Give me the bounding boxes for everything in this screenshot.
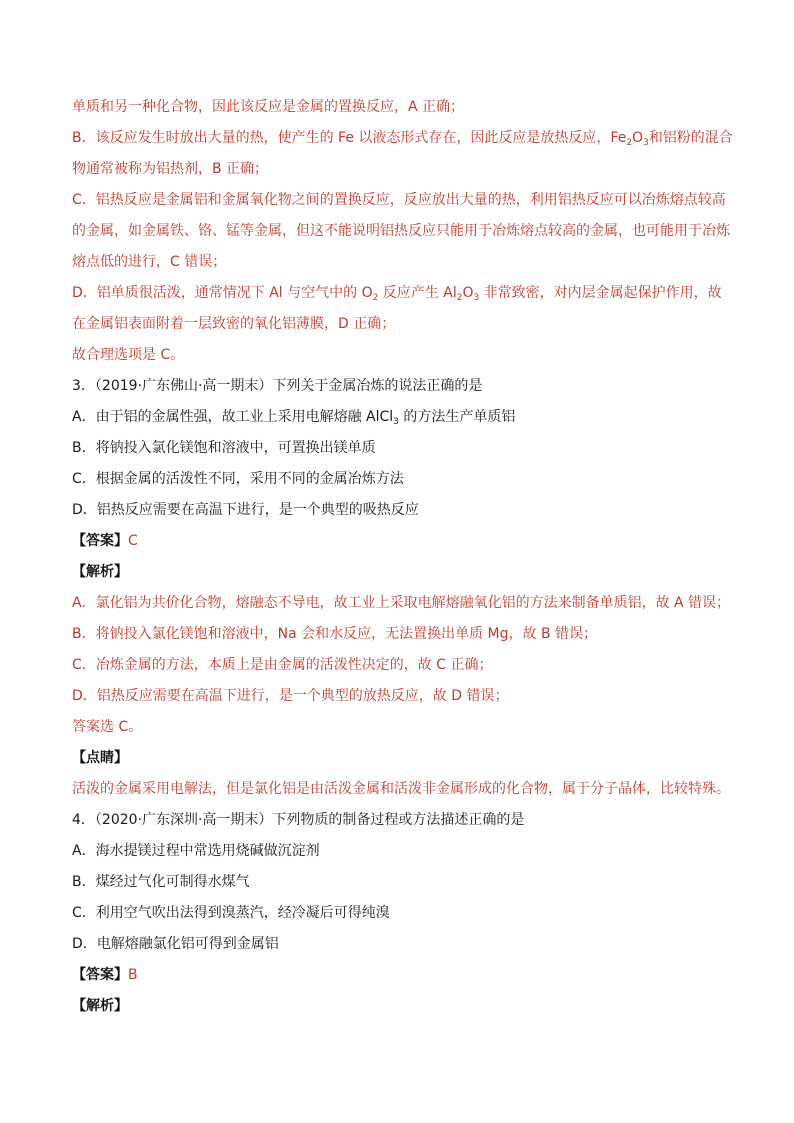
document-body — [72, 92, 734, 1022]
text-run: 3．（2019·广东佛山·高一期末）下列关于金属冶炼的说法正确的是 — [72, 378, 483, 394]
text-run: 活泼的金属采用电解法，但是氯化铝是由活泼金属和活泼非金属形成的化合物，属于分子晶体，比较特殊。 — [72, 781, 730, 797]
text-run: B．将钠投入氯化镁饱和溶液中，可置换出镁单质 — [72, 440, 376, 456]
paragraph — [72, 371, 734, 402]
paragraph — [72, 681, 734, 712]
text-run: B — [128, 967, 138, 983]
text-run: A．氯化铝为共价化合物，熔融态不导电，故工业上采取电解熔融氧化铝的方法来制备单质铝，故 A 错误； — [72, 595, 731, 611]
text-run: 和铝粉的混合物通常被称为铝热剂，B 正确； — [72, 130, 733, 177]
text-run: D．铝单质很活泼，通常情况下 Al 与空气中的 O — [72, 285, 373, 301]
text-run: 非常致密，对内层金属起保护作用，故在金属铝表面附着一层致密的氧化铝薄膜，D 正确； — [72, 285, 722, 332]
text-run: C．利用空气吹出法得到溴蒸汽，经冷凝后可得纯溴 — [72, 905, 390, 921]
text-run: C — [128, 533, 138, 549]
text-run: D．电解熔融氯化铝可得到金属铝 — [72, 936, 279, 952]
text-run: 反应产生 Al — [378, 285, 457, 301]
paragraph — [72, 278, 734, 340]
paragraph — [72, 340, 734, 371]
paragraph — [72, 805, 734, 836]
paragraph — [72, 402, 734, 433]
paragraph — [72, 898, 734, 929]
paragraph — [72, 495, 734, 526]
paragraph — [72, 588, 734, 619]
subscript: 2 — [456, 293, 463, 303]
subscript: 2 — [626, 138, 633, 148]
text-run: 单质和另一种化合物，因此该反应是金属的置换反应，A 正确； — [72, 99, 465, 115]
section-label: 【答案】 — [72, 967, 128, 983]
paragraph — [72, 743, 734, 774]
paragraph — [72, 929, 734, 960]
section-label: 【点睛】 — [72, 750, 128, 766]
subscript: 3 — [643, 138, 649, 148]
paragraph — [72, 836, 734, 867]
text-run: C．冶炼金属的方法，本质上是由金属的活泼性决定的，故 C 正确； — [72, 657, 493, 673]
text-run: C．铝热反应是金属铝和金属氧化物之间的置换反应，反应放出大量的热，利用铝热反应可以冶炼熔点较高的金属，如金属铁、铬、锰等金属，但这不能说明铝热反应只能用于冶炼熔点较高的金属，也可能用于冶炼熔点低的进行，C 错误； — [72, 192, 730, 270]
paragraph — [72, 960, 734, 991]
section-label: 【答案】 — [72, 533, 128, 549]
paragraph — [72, 123, 734, 185]
text-run: B．将钠投入氯化镁饱和溶液中，Na 会和水反应，无法置换出单质 Mg，故 B 错误； — [72, 626, 598, 642]
paragraph — [72, 464, 734, 495]
paragraph — [72, 557, 734, 588]
paragraph — [72, 526, 734, 557]
text-run: A．海水提镁过程中常选用烧碱做沉淀剂 — [72, 843, 320, 859]
paragraph — [72, 92, 734, 123]
text-run: D．铝热反应需要在高温下进行，是一个典型的放热反应，故 D 错误； — [72, 688, 509, 704]
section-label: 【解析】 — [72, 998, 128, 1014]
paragraph — [72, 433, 734, 464]
text-run: 4．（2020·广东深圳·高一期末）下列物质的制备过程或方法描述正确的是 — [72, 812, 525, 828]
text-run: O — [632, 130, 644, 146]
paragraph — [72, 185, 734, 278]
subscript: 3 — [393, 417, 399, 427]
text-run: B．该反应发生时放出大量的热，使产生的 Fe 以液态形式存在，因此反应是放热反应，Fe — [72, 130, 627, 146]
text-run: 的方法生产单质铝 — [398, 409, 516, 425]
text-run: 答案选 C。 — [72, 719, 143, 735]
subscript: 2 — [372, 293, 379, 303]
paragraph — [72, 867, 734, 898]
text-run: 故合理选项是 C。 — [72, 347, 185, 363]
text-run: D．铝热反应需要在高温下进行，是一个典型的吸热反应 — [72, 502, 419, 518]
paragraph — [72, 774, 734, 805]
text-run: C．根据金属的活泼性不同，采用不同的金属冶炼方法 — [72, 471, 404, 487]
section-label: 【解析】 — [72, 564, 128, 580]
paragraph — [72, 619, 734, 650]
paragraph — [72, 712, 734, 743]
paragraph — [72, 650, 734, 681]
paragraph — [72, 991, 734, 1022]
text-run: O — [462, 285, 474, 301]
subscript: 3 — [473, 293, 480, 303]
text-run: B．煤经过气化可制得水煤气 — [72, 874, 250, 890]
text-run: A．由于铝的金属性强，故工业上采用电解熔融 AlCl — [72, 409, 394, 425]
